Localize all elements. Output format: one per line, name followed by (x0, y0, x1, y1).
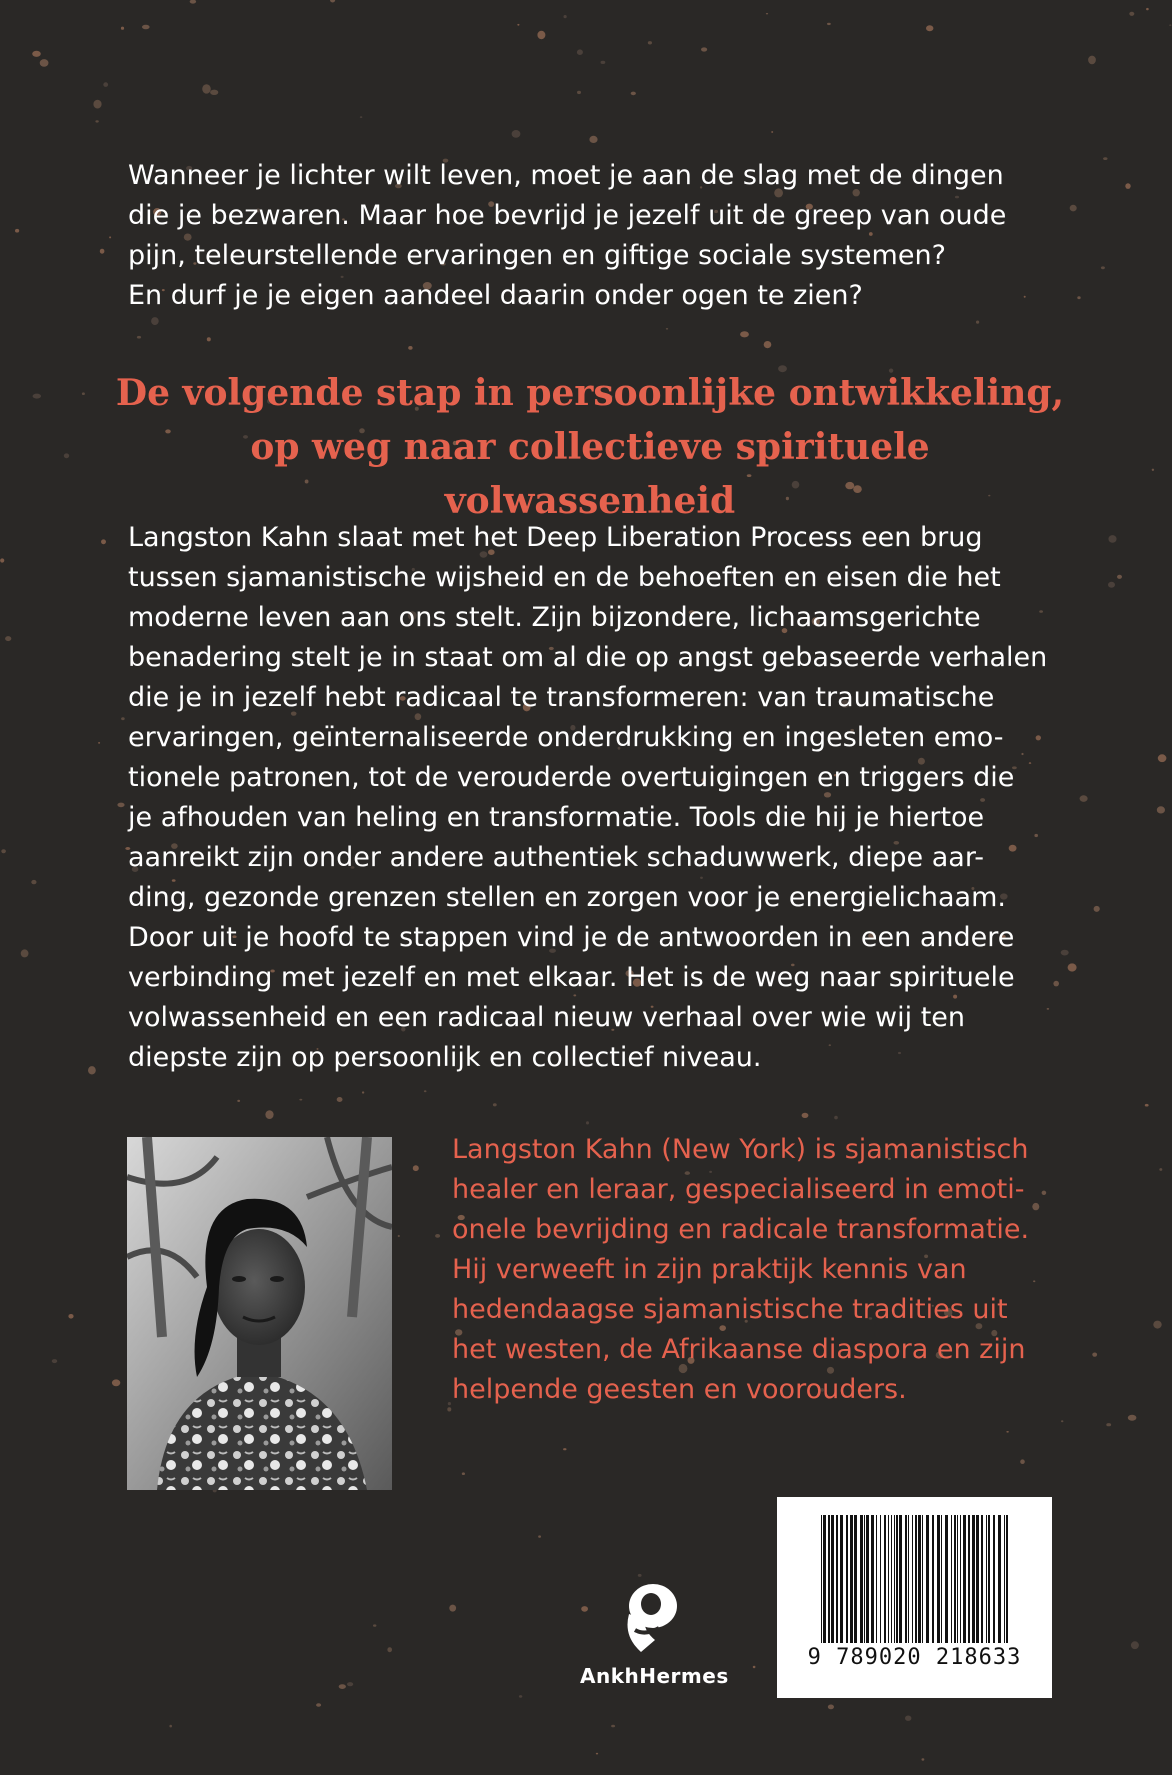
speck (137, 336, 141, 339)
speck (117, 803, 124, 808)
isbn-number: 9 789020 218633 (807, 1645, 1022, 1670)
speck (265, 1110, 273, 1119)
speck (802, 1113, 809, 1118)
speck (834, 1116, 838, 1120)
barcode-bar (884, 1515, 886, 1643)
barcode-bar (988, 1515, 990, 1643)
speck (0, 558, 4, 562)
speck (142, 25, 150, 30)
speck (316, 1703, 321, 1707)
speck (121, 717, 125, 720)
barcode-bar (957, 1515, 958, 1643)
speck (15, 229, 19, 233)
speck (362, 1091, 364, 1093)
speck (100, 249, 105, 254)
speck (339, 1684, 346, 1689)
ankh-hermes-icon (615, 1580, 685, 1654)
speck (828, 1705, 834, 1710)
speck (601, 61, 606, 64)
barcode-bar (864, 1515, 865, 1643)
speck (905, 1716, 911, 1721)
speck (190, 0, 196, 4)
speck (435, 1234, 440, 1238)
speck (1068, 963, 1077, 971)
speck (564, 15, 567, 18)
barcode-bar (871, 1515, 874, 1643)
speck (1157, 806, 1165, 813)
barcode-bar (831, 1515, 834, 1643)
speck (447, 1407, 451, 1411)
speck (237, 1100, 240, 1102)
speck (1117, 575, 1122, 579)
barcode-bars (821, 1515, 1009, 1643)
speck (638, 1574, 642, 1577)
speck (1129, 12, 1134, 16)
speck (1108, 535, 1116, 543)
barcode-bar (941, 1515, 942, 1643)
speck (93, 100, 101, 109)
speck (1152, 469, 1154, 471)
barcode-bar (1006, 1515, 1008, 1643)
author-bio: Langston Kahn (New York) is sjamanistisch healer en leraar, gespecialiseerd in emoti- onele bevrijding en radicale transformatie. Hij verweeft in zijn praktijk kennis van hedendaagse sjamanistische tradities uit het westen, de Afrikaanse diaspora en zijn helpende geesten en voorouders. (452, 1134, 1030, 1405)
speck (771, 131, 773, 133)
speck (1169, 24, 1171, 26)
speck (64, 453, 69, 458)
barcode-bar (888, 1515, 889, 1643)
speck (207, 337, 211, 341)
headline: De volgende stap in persoonlijke ontwikkeling, op weg naar collectieve spirituele volwassenheid (115, 372, 1065, 522)
speck (109, 236, 111, 238)
speck (202, 84, 211, 93)
barcode-bar (836, 1515, 838, 1643)
barcode-bar (850, 1515, 853, 1643)
author-photo (127, 1137, 392, 1490)
barcode-bar (854, 1515, 857, 1643)
barcode-bar (846, 1515, 848, 1643)
speck (1153, 1321, 1161, 1329)
barcode-bar (905, 1515, 907, 1643)
description-paragraph: Langston Kahn slaat met het Deep Liberation Process een brug tussen sjamanistische wijsheid en de behoeften en eisen die het moderne leven aan ons stelt. Zijn bijzondere, lichaamsgerichte benadering stelt je in staat om al die op angst gebaseerde verhalen die je in jezelf hebt radicaal te transformeren: van traumatische ervaringen, geïnternaliseerde onderdrukking en ingesleten emo- tionele patronen, tot de verouderde overtuigingen en triggers die je afhouden van heling en transformatie. Tools die hij je hiertoe aanreikt zijn onder andere authentiek schaduwwerk, diepe aar- ding, gezonde grenzen stellen en zorgen voor je energielichaam. Door uit je hoofd te stappen vind je de antwoorden in een andere verbinding met jezelf en met elkaar. Het is de weg naar spirituele volwassenheid en een radicaal nieuw verhaal over wie wij ten diepste zijn op persoonlijk en collectief niveau. (128, 522, 1048, 1073)
speck (5, 636, 11, 641)
speck (360, 116, 362, 118)
speck (764, 341, 772, 348)
speck (413, 1165, 419, 1171)
speck (88, 1066, 96, 1074)
speck (31, 880, 36, 884)
speck (33, 394, 41, 399)
barcode-bar (821, 1515, 822, 1643)
speck (586, 1121, 589, 1124)
barcode-bar (922, 1515, 923, 1643)
speck (827, 23, 831, 25)
barcode-bar (972, 1515, 975, 1643)
speck (373, 1624, 376, 1626)
speck (68, 1314, 73, 1319)
speck (1088, 56, 1096, 65)
speck (1080, 795, 1088, 802)
barcode-bar (945, 1515, 948, 1643)
barcode-bar (986, 1515, 987, 1643)
barcode-bar (828, 1515, 830, 1643)
barcode-bar (926, 1515, 929, 1643)
barcode-bar (899, 1515, 902, 1643)
speck (648, 41, 652, 44)
speck (40, 59, 49, 67)
barcode-bar (918, 1515, 921, 1643)
barcode-bar (915, 1515, 917, 1643)
speck (1092, 1353, 1097, 1357)
speck (1094, 906, 1100, 912)
speck (299, 1099, 302, 1101)
speck (596, 1753, 598, 1755)
speck (611, 1725, 615, 1728)
speck (462, 1472, 465, 1475)
speck (701, 47, 707, 51)
speck (1103, 157, 1107, 160)
speck (1061, 950, 1069, 956)
speck (1101, 266, 1105, 269)
barcode-bar (908, 1515, 909, 1643)
speck (1061, 1420, 1063, 1422)
speck (517, 24, 519, 26)
speck (922, 1758, 925, 1760)
speck (519, 1695, 522, 1698)
speck (1108, 582, 1115, 588)
speck (1145, 1104, 1149, 1107)
barcode-bar (998, 1515, 1001, 1643)
speck (95, 120, 98, 122)
speck (121, 27, 124, 30)
speck (538, 1535, 541, 1537)
speck (82, 392, 85, 395)
barcode-bar (1004, 1515, 1005, 1643)
speck (1131, 1641, 1139, 1649)
barcode-bar (823, 1515, 826, 1643)
barcode-bar (891, 1515, 892, 1643)
speck (1128, 1415, 1137, 1421)
speck (537, 31, 545, 39)
publisher-name: AnkhHermes (580, 1664, 729, 1688)
intro-paragraph: Wanneer je lichter wilt leven, moet je aan de slag met de dingen die je bezwaren. Maar hoe bevrijd je jezelf uit de greep van oude pijn, teleurstellende ervaringen en giftige sociale systemen? En durf je je eigen aandeel daarin onder ogen te zien? (128, 160, 1007, 311)
speck (169, 1725, 172, 1728)
barcode-bar (963, 1515, 966, 1643)
speck (666, 328, 668, 330)
speck (926, 25, 933, 31)
barcode-bar (993, 1515, 995, 1643)
barcode-bar (860, 1515, 863, 1643)
speck (449, 1605, 456, 1612)
speck (112, 1379, 120, 1386)
speck (103, 82, 108, 87)
speck (1159, 1168, 1162, 1171)
barcode-bar (912, 1515, 913, 1643)
speck (52, 1359, 57, 1363)
speck (577, 91, 581, 94)
speck (151, 317, 159, 325)
barcode-bar (951, 1515, 952, 1643)
speck (1106, 1423, 1111, 1426)
speck (98, 742, 100, 744)
speck (337, 1097, 343, 1102)
barcode-bar (894, 1515, 895, 1643)
speck (1158, 754, 1167, 762)
barcode-bar (840, 1515, 843, 1643)
speck (766, 13, 768, 14)
publisher-logo (580, 1580, 729, 1688)
speck (577, 49, 583, 55)
speck (32, 51, 41, 57)
barcode-bar (876, 1515, 877, 1643)
barcode-bar (960, 1515, 961, 1643)
speck (1077, 296, 1080, 299)
barcode-bar (932, 1515, 934, 1643)
barcode-bar (954, 1515, 956, 1643)
speck (631, 92, 636, 96)
speck (753, 1666, 756, 1668)
speck (512, 130, 521, 138)
barcode-bar (976, 1515, 979, 1643)
barcode (777, 1497, 1052, 1698)
speck (740, 331, 749, 337)
speck (210, 90, 218, 95)
speck (1146, 8, 1149, 10)
barcode-bar (937, 1515, 940, 1643)
barcode-bar (880, 1515, 881, 1643)
speck (330, 0, 335, 3)
speck (1125, 183, 1130, 189)
speck (387, 1647, 392, 1652)
speck (976, 321, 979, 324)
barcode-bar (866, 1515, 869, 1643)
speck (1020, 1459, 1025, 1464)
barcode-bar (896, 1515, 898, 1643)
speck (408, 346, 412, 350)
speck (1, 849, 6, 853)
speck (448, 1402, 451, 1405)
speck (347, 1682, 353, 1686)
speck (21, 949, 29, 957)
speck (563, 1448, 566, 1450)
speck (424, 1090, 427, 1092)
speck (589, 136, 597, 143)
speck (493, 1103, 497, 1106)
barcode-bar (968, 1515, 970, 1643)
barcode-bar (981, 1515, 983, 1643)
speck (101, 539, 106, 544)
speck (1070, 205, 1077, 212)
speck (1006, 1431, 1009, 1433)
speck (398, 1235, 400, 1237)
